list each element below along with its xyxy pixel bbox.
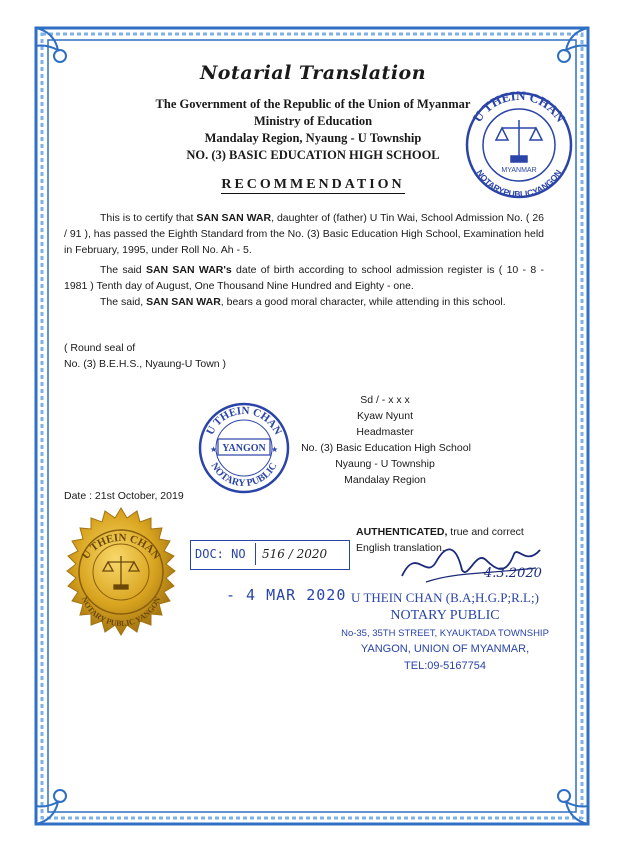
seal-center-text: MYANMAR: [501, 167, 537, 174]
seal-note-line2: No. (3) B.E.H.S., Nyaung-U Town ): [64, 358, 227, 370]
seal-arc-bottom: NOTARY PUBLIC YANGON: [79, 595, 163, 629]
seal-arc-top: U THEIN CHAN: [79, 531, 163, 562]
header-region: Mandalay Region, Nyaung - U Township: [204, 131, 422, 145]
seal-arc-top: U THEIN CHAN: [469, 90, 569, 125]
signatory-school: No. (3) Basic Education High School: [301, 442, 471, 454]
notary-seal-middle: [196, 400, 292, 496]
seal-note-line1: ( Round seal of: [64, 342, 136, 354]
notary-title: NOTARY PUBLIC: [390, 608, 500, 623]
signatory-sd: Sd / - x x x: [360, 394, 410, 406]
paragraph-character: The said, SAN SAN WAR, bears a good moral character, while attending in this school.: [100, 296, 506, 308]
star-icon: ★: [210, 445, 218, 454]
paragraph-birth-date: The said SAN SAN WAR's date of birth according to school admission register is ( 10 - 8 - 1981 ) Tenth day of August, One Thousand Nine Hundred and Eighty - one.: [64, 264, 544, 292]
header-school: NO. (3) BASIC EDUCATION HIGH SCHOOL: [186, 148, 440, 162]
notary-name: U THEIN CHAN (B.A;H.G.P;R.L;): [351, 590, 539, 605]
notary-telephone: TEL:09-5167754: [404, 660, 486, 672]
authentication-line1: AUTHENTICATED, true and correct: [356, 526, 524, 538]
seal-center-text: YANGON: [222, 443, 266, 454]
svg-text:U THEIN CHAN: [204, 405, 284, 437]
notary-address: No-35, 35TH STREET, KYAUKTADA TOWNSHIP: [341, 628, 549, 639]
authentication-line2: English translation.: [356, 542, 445, 554]
handwritten-date: 4.3.2020: [484, 566, 542, 581]
seal-arc-bottom: NOTARYPUBLICYANGON: [474, 167, 564, 200]
star-icon: ★: [271, 445, 279, 454]
header-government: The Government of the Republic of the Union of Myanmar: [155, 97, 471, 111]
seal-arc-bottom: NOTARY PUBLIC: [208, 460, 280, 490]
recommendation-heading: RECOMMENDATION: [221, 177, 405, 192]
signatory-title: Headmaster: [356, 426, 414, 438]
header-ministry: Ministry of Education: [253, 114, 373, 128]
gold-notary-seal: [46, 506, 196, 656]
signatory-region: Mandalay Region: [344, 474, 426, 486]
seal-arc-top: U THEIN CHAN: [204, 404, 284, 437]
date-stamp: - 4 MAR 2020: [226, 586, 347, 604]
signatory-township: Nyaung - U Township: [335, 458, 435, 470]
notary-city: YANGON, UNION OF MYANMAR,: [360, 643, 530, 655]
paragraph-certify: This is to certify that SAN SAN WAR, daughter of (father) U Tin Wai, School Admission No. ( 26 / 91 ), has passed the Eighth Standard from the No. (3) Basic Education High School, Examination held in February, 1995, under Roll No. Ah - 5.: [64, 212, 545, 256]
doc-number-label: DOC: NO: [195, 547, 246, 561]
document-title: Notarial Translation: [199, 62, 427, 84]
document-date: Date : 21st October, 2019: [64, 490, 184, 502]
signatory-name: Kyaw Nyunt: [356, 410, 414, 422]
scales-of-justice-icon: [496, 120, 542, 162]
doc-number-box: [190, 540, 350, 570]
doc-number-value: 516 / 2020: [255, 543, 352, 565]
